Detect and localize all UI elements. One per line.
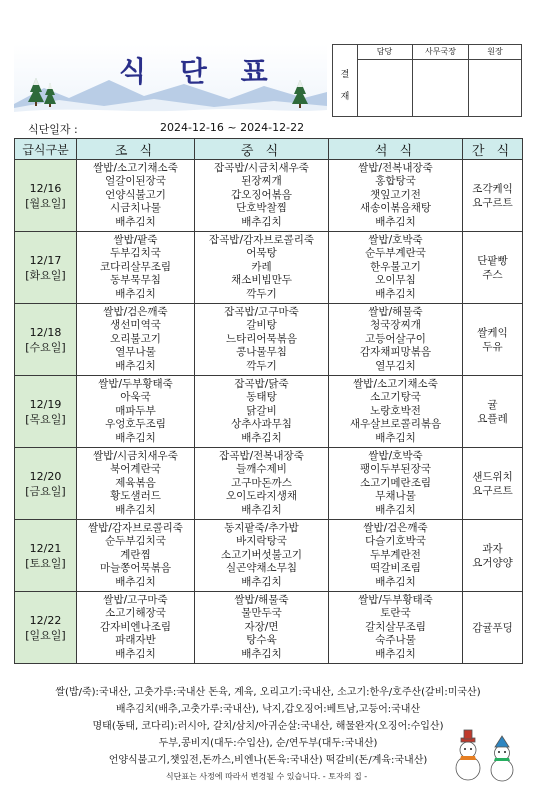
dinner-cell xyxy=(329,520,463,592)
lunch-cell xyxy=(195,592,329,664)
menu-row xyxy=(15,592,523,664)
lunch-item: 쌀밥/해물죽 xyxy=(234,593,289,606)
dinner-item: 홍합탕국 xyxy=(375,175,416,188)
lunch-cell xyxy=(195,448,329,520)
lunch-cell xyxy=(195,376,329,448)
dinner-item: 배추김치 xyxy=(375,503,416,516)
lunch-item: 배추김치 xyxy=(241,431,282,444)
day-weekday: [금요일] xyxy=(25,484,66,498)
day-date: 12/22 xyxy=(29,613,62,627)
breakfast-item: 마늘쫑어묵볶음 xyxy=(99,562,171,575)
approval-cell-manager xyxy=(413,45,469,116)
period-label: 식단일자 : xyxy=(28,123,78,136)
dinner-item: 소고기메란조림 xyxy=(359,476,431,489)
lunch-item: 된장찌개 xyxy=(241,175,282,188)
winter-banner xyxy=(14,44,327,117)
snack-item: 쌀케익 xyxy=(477,326,508,339)
dinner-item: 두부계란전 xyxy=(370,548,421,561)
lunch-item: 느타리어묵볶음 xyxy=(225,332,297,345)
breakfast-item: 쌀밥/고구마죽 xyxy=(103,593,168,606)
dinner-item: 토란국 xyxy=(380,607,411,620)
breakfast-item: 북어계란국 xyxy=(110,463,161,476)
period-bar xyxy=(14,121,522,137)
breakfast-item: 쌀밥/소고기채소죽 xyxy=(93,161,178,174)
breakfast-item: 쌀밥/시금치새우죽 xyxy=(93,449,178,462)
dinner-item: 팽이두부된장국 xyxy=(359,463,431,476)
lunch-item: 소고기버섯불고기 xyxy=(220,548,303,561)
snack-item: 귤 xyxy=(487,398,498,411)
dinner-item: 쌀밥/호박죽 xyxy=(368,449,423,462)
approval-role-label: 담당 xyxy=(357,45,412,60)
lunch-item: 배추김치 xyxy=(241,647,282,660)
day-weekday: [수요일] xyxy=(25,340,66,354)
day-cell xyxy=(15,520,77,592)
dinner-item: 노랑호박전 xyxy=(370,404,421,417)
day-date: 12/16 xyxy=(29,181,62,195)
approval-role-label: 사무국장 xyxy=(413,45,468,60)
approval-label-bottom: 재 xyxy=(340,92,350,102)
breakfast-item: 배추김치 xyxy=(115,359,156,372)
header-meal-type: 급식구분 xyxy=(15,139,77,160)
lunch-cell xyxy=(195,160,329,232)
dinner-cell xyxy=(329,448,463,520)
breakfast-item: 동부묵무침 xyxy=(110,274,161,287)
lunch-item: 잡곡밥/시금치새우죽 xyxy=(214,161,309,174)
menu-row xyxy=(15,376,523,448)
snack-cell xyxy=(463,592,523,664)
dinner-item: 쌀밥/검은깨죽 xyxy=(363,521,428,534)
menu-body xyxy=(15,160,523,664)
snack-item: 요플레 xyxy=(477,412,508,425)
notice-text: 식단표는 사정에 따라서 변경될 수 있습니다. - 토자의 집 - xyxy=(165,772,368,781)
menu-row xyxy=(15,160,523,232)
day-weekday: [월요일] xyxy=(25,196,66,210)
snack-item: 조각케익 xyxy=(472,182,513,195)
day-weekday: [목요일] xyxy=(25,412,66,426)
breakfast-cell xyxy=(77,520,195,592)
page-title: 식 단 표 xyxy=(119,55,280,88)
breakfast-item: 아욱국 xyxy=(120,391,151,404)
dinner-cell xyxy=(329,304,463,376)
breakfast-item: 얼갈이된장국 xyxy=(105,175,166,188)
snack-item: 두유 xyxy=(482,340,503,353)
dinner-item: 떡갈비조림 xyxy=(370,562,421,575)
breakfast-cell xyxy=(77,592,195,664)
snack-item: 요거양양 xyxy=(472,556,513,569)
lunch-cell xyxy=(195,304,329,376)
breakfast-item: 파래자반 xyxy=(115,634,156,647)
dinner-item: 소고기탕국 xyxy=(370,391,421,404)
dinner-item: 감자채피망볶음 xyxy=(359,346,431,359)
menu-table xyxy=(14,138,523,664)
breakfast-item: 쌀밥/검은깨죽 xyxy=(103,305,168,318)
day-date: 12/20 xyxy=(29,469,62,483)
header-lunch: 중 식 xyxy=(195,139,329,160)
lunch-item: 잡곡밥/전복내장죽 xyxy=(219,449,304,462)
breakfast-item: 쌀밥/두부황태죽 xyxy=(98,377,173,390)
dinner-cell xyxy=(329,376,463,448)
snack-item: 샌드위치 xyxy=(472,470,513,483)
snack-cell xyxy=(463,520,523,592)
origin-line: 명태(동태, 코다리):러시아, 갈치/삼치/아귀순살:국내산, 해물완자(오징어:수입산) xyxy=(92,721,444,732)
lunch-item: 갈비탕 xyxy=(246,319,277,332)
dinner-item: 배추김치 xyxy=(375,575,416,588)
lunch-item: 오이도라지생채 xyxy=(225,490,297,503)
approval-cell-staff xyxy=(357,45,413,116)
snack-cell xyxy=(463,376,523,448)
header xyxy=(14,44,522,117)
breakfast-item: 배추김치 xyxy=(115,647,156,660)
menu-row xyxy=(15,520,523,592)
dinner-item: 쌀밥/전복내장죽 xyxy=(358,161,433,174)
snack-cell xyxy=(463,232,523,304)
header-dinner: 석 식 xyxy=(329,139,463,160)
approval-box xyxy=(332,44,522,117)
dinner-cell xyxy=(329,232,463,304)
breakfast-cell xyxy=(77,376,195,448)
origin-line: 쌀(밥/죽):국내산, 고춧가루:국내산 돈육, 계육, 오리고기:국내산, 소고기:한우/호주산(갈비:미국산) xyxy=(55,687,481,698)
snack-cell xyxy=(463,304,523,376)
breakfast-item: 배추김치 xyxy=(115,287,156,300)
origin-line: 두부,콩비지(대두:수입산), 순/연두부(대두:국내산) xyxy=(158,738,378,749)
day-weekday: [화요일] xyxy=(25,268,66,282)
lunch-item: 바지락탕국 xyxy=(236,535,287,548)
breakfast-item: 두부김치국 xyxy=(110,247,161,260)
lunch-item: 물만두국 xyxy=(241,607,282,620)
breakfast-item: 순두부김치국 xyxy=(105,535,166,548)
header-snack: 간 식 xyxy=(463,139,523,160)
lunch-item: 배추김치 xyxy=(241,575,282,588)
day-cell xyxy=(15,376,77,448)
lunch-item: 배추김치 xyxy=(241,503,282,516)
breakfast-item: 제육볶음 xyxy=(115,476,156,489)
breakfast-item: 생선미역국 xyxy=(110,319,161,332)
dinner-item: 청국장찌개 xyxy=(370,319,421,332)
menu-row xyxy=(15,448,523,520)
lunch-item: 깍두기 xyxy=(246,287,277,300)
lunch-item: 고구마돈까스 xyxy=(231,476,292,489)
dinner-item: 무채나물 xyxy=(375,490,416,503)
dinner-item: 쌀밥/해물죽 xyxy=(368,305,423,318)
breakfast-cell xyxy=(77,304,195,376)
day-cell xyxy=(15,232,77,304)
day-cell xyxy=(15,304,77,376)
day-date: 12/21 xyxy=(29,541,62,555)
snack-item: 요구르트 xyxy=(472,196,513,209)
dinner-item: 고등어살구이 xyxy=(365,332,426,345)
lunch-item: 탕수육 xyxy=(246,634,277,647)
breakfast-item: 시금치나물 xyxy=(110,202,161,215)
lunch-item: 어묵탕 xyxy=(246,247,277,260)
lunch-item: 실곤약채소무침 xyxy=(225,562,297,575)
day-date: 12/18 xyxy=(29,325,62,339)
lunch-item: 동태탕 xyxy=(246,391,277,404)
lunch-cell xyxy=(195,232,329,304)
approval-role-label: 원장 xyxy=(469,45,521,60)
snack-cell xyxy=(463,160,523,232)
breakfast-item: 매파두부 xyxy=(115,404,156,417)
snack-item: 단팥빵 xyxy=(477,254,508,267)
header-breakfast: 조 식 xyxy=(77,139,195,160)
origin-line: 언양식불고기,챗잎전,돈까스,비엔나(돈육:국내산) 떡갈비(돈/계육:국내산) xyxy=(108,755,428,766)
breakfast-item: 배추김치 xyxy=(115,503,156,516)
snack-item: 감귤푸딩 xyxy=(472,621,513,634)
breakfast-item: 언양식불고기 xyxy=(105,188,166,201)
dinner-item: 갈치살무조림 xyxy=(365,620,426,633)
day-weekday: [토요일] xyxy=(25,556,66,570)
lunch-item: 콩나물무침 xyxy=(236,346,287,359)
lunch-item: 들깨수제비 xyxy=(236,463,287,476)
dinner-item: 쌀밥/소고기채소죽 xyxy=(353,377,438,390)
breakfast-item: 황도샐러드 xyxy=(110,490,161,503)
origin-line: 배추김치(배추,고춧가루:국내산), 낙지,갑오징어:베트남,고등어:국내산 xyxy=(115,704,421,715)
snack-item: 과자 xyxy=(482,542,503,555)
breakfast-item: 감자비엔나조림 xyxy=(99,620,171,633)
dinner-item: 한우불고기 xyxy=(370,260,421,273)
lunch-item: 카레 xyxy=(251,260,272,273)
breakfast-item: 오리불고기 xyxy=(110,332,161,345)
dinner-item: 배추김치 xyxy=(375,287,416,300)
approval-cell-director xyxy=(469,45,521,116)
breakfast-item: 배추김치 xyxy=(115,431,156,444)
day-weekday: [일요일] xyxy=(25,628,66,642)
breakfast-cell xyxy=(77,160,195,232)
day-cell xyxy=(15,592,77,664)
dinner-item: 새우살브로콜리볶음 xyxy=(349,418,442,431)
dinner-item: 배추김치 xyxy=(375,215,416,228)
lunch-item: 동지팥죽/추가밥 xyxy=(224,521,299,534)
approval-side-label xyxy=(333,45,358,116)
lunch-item: 잡곡밥/닭죽 xyxy=(234,377,289,390)
menu-row xyxy=(15,304,523,376)
lunch-item: 잡곡밥/고구마죽 xyxy=(224,305,299,318)
dinner-item: 새송이볶음채탕 xyxy=(359,202,431,215)
lunch-item: 자장/면 xyxy=(244,620,279,633)
dinner-item: 오이무침 xyxy=(375,274,416,287)
lunch-item: 갑오징어볶음 xyxy=(231,188,292,201)
breakfast-item: 계란찜 xyxy=(120,548,151,561)
dinner-item: 다슬기호박국 xyxy=(365,535,426,548)
day-date: 12/19 xyxy=(29,397,62,411)
lunch-item: 잡곡밥/감자브로콜리죽 xyxy=(209,233,314,246)
breakfast-item: 코다리살무조림 xyxy=(99,260,171,273)
lunch-cell xyxy=(195,520,329,592)
day-cell xyxy=(15,448,77,520)
breakfast-item: 배추김치 xyxy=(115,575,156,588)
dinner-cell xyxy=(329,160,463,232)
dinner-item: 배추김치 xyxy=(375,431,416,444)
breakfast-item: 쌀밥/팥죽 xyxy=(113,233,158,246)
breakfast-item: 우엉호두조림 xyxy=(105,418,166,431)
snack-item: 요구르트 xyxy=(472,484,513,497)
breakfast-cell xyxy=(77,232,195,304)
day-date: 12/17 xyxy=(29,253,62,267)
breakfast-cell xyxy=(77,448,195,520)
day-cell xyxy=(15,160,77,232)
table-header-row xyxy=(15,139,523,160)
dinner-item: 쌀밥/호박죽 xyxy=(368,233,423,246)
dinner-item: 순두부계란국 xyxy=(365,247,426,260)
lunch-item: 배추김치 xyxy=(241,215,282,228)
breakfast-item: 배추김치 xyxy=(115,215,156,228)
lunch-item: 채소비빔만두 xyxy=(231,274,292,287)
lunch-item: 깍두기 xyxy=(246,359,277,372)
breakfast-item: 소고기해장국 xyxy=(105,607,166,620)
dinner-cell xyxy=(329,592,463,664)
lunch-item: 닭갈비 xyxy=(246,404,277,417)
dinner-item: 열무김치 xyxy=(375,359,416,372)
dinner-item: 챗잎고기전 xyxy=(370,188,421,201)
snack-cell xyxy=(463,448,523,520)
approval-label-top: 결 xyxy=(340,70,350,80)
dinner-item: 쌀밥/두부황태죽 xyxy=(358,593,433,606)
lunch-item: 상추사과무침 xyxy=(231,418,292,431)
breakfast-item: 쌀밥/감자브로콜리죽 xyxy=(88,521,183,534)
dinner-item: 숙주나물 xyxy=(375,634,416,647)
menu-row xyxy=(15,232,523,304)
dinner-item: 배추김치 xyxy=(375,647,416,660)
period-value: 2024-12-16 ~ 2024-12-22 xyxy=(160,121,305,134)
snack-item: 주스 xyxy=(482,268,503,281)
lunch-item: 단호박찰찜 xyxy=(236,202,287,215)
breakfast-item: 열무나물 xyxy=(115,346,156,359)
